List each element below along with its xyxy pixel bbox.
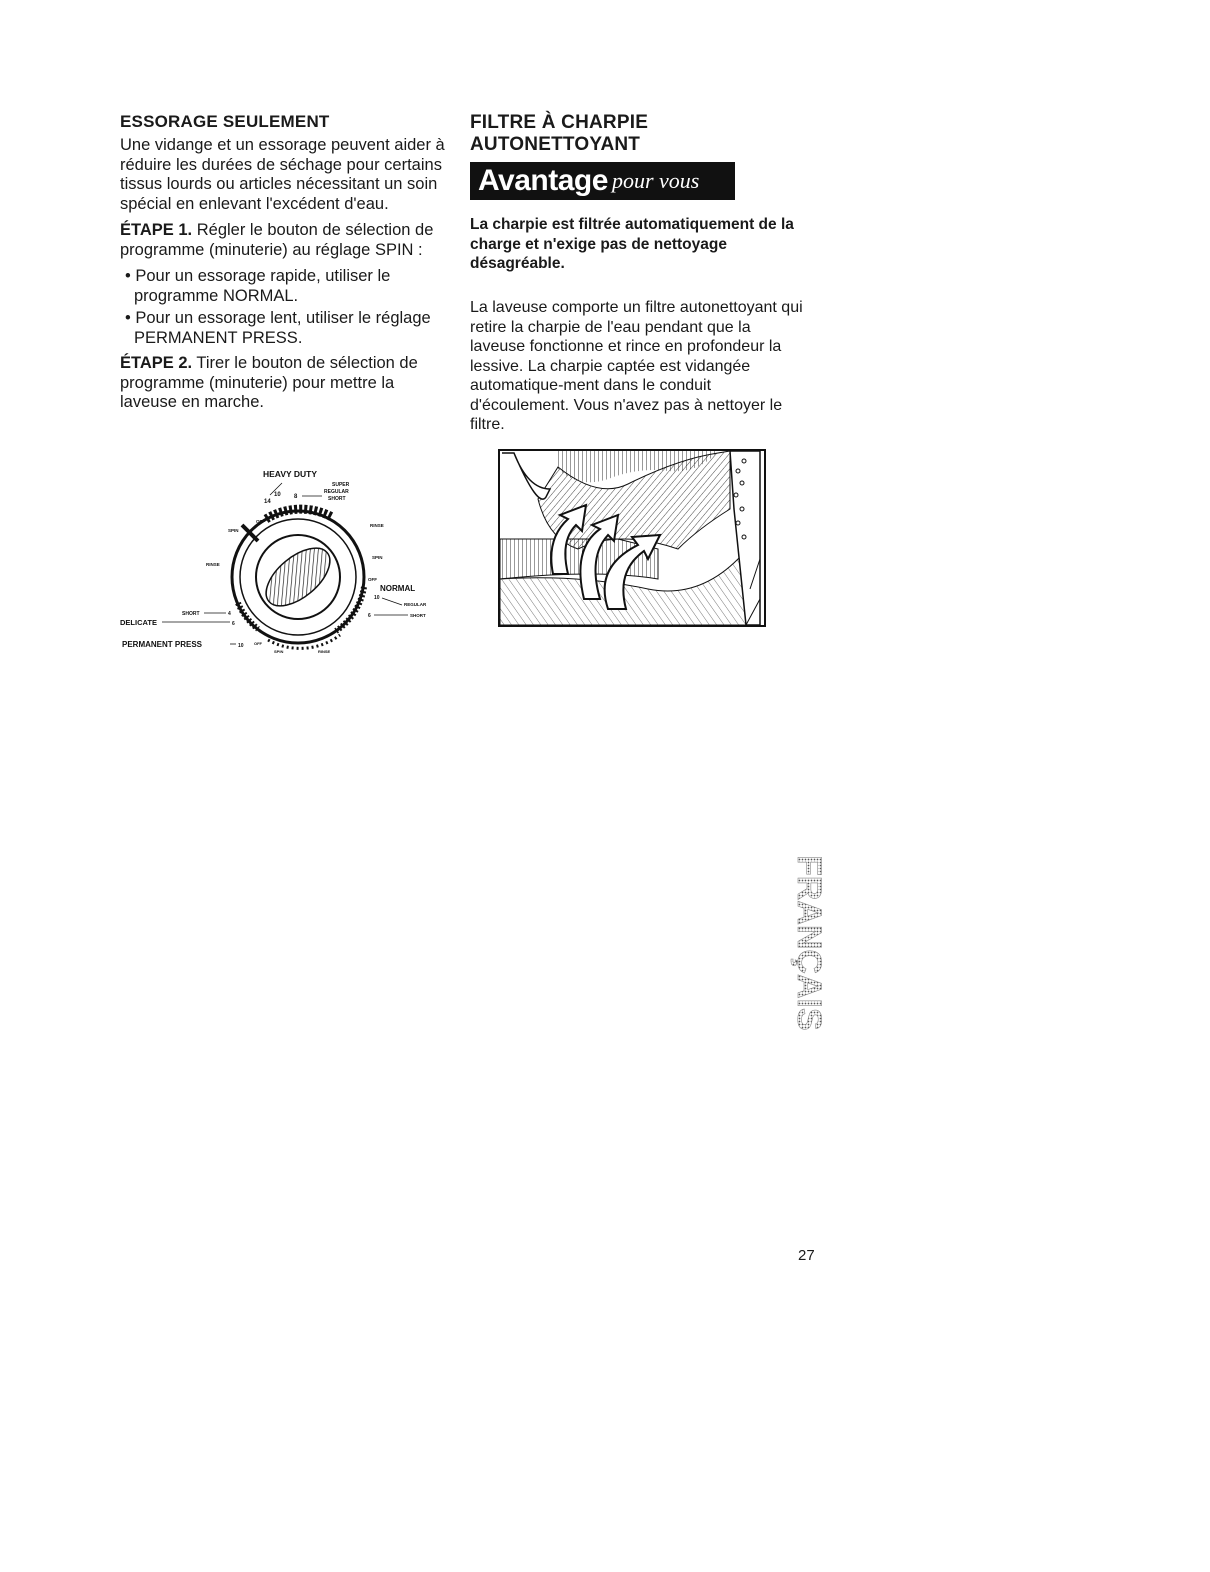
dial-label-short-right: SHORT bbox=[410, 613, 426, 618]
advantage-banner bbox=[470, 162, 735, 200]
dial-label-spin-right: SPIN bbox=[372, 555, 383, 560]
banner-bold-text: Avantage bbox=[478, 164, 608, 197]
dial-label-normal: NORMAL bbox=[380, 584, 416, 593]
dial-label-10-top: 10 bbox=[274, 492, 281, 498]
dial-label-off-top: OFF bbox=[256, 519, 265, 524]
benefit-statement: La charpie est filtrée automatiquement de la charge et n'exige pas de nettoyage désagréable. bbox=[470, 216, 794, 272]
dial-label-10-right: 10 bbox=[374, 595, 380, 601]
step-1-label: ÉTAPE 1. bbox=[120, 221, 193, 239]
dial-label-regular-right: REGULAR bbox=[404, 602, 427, 607]
dial-label-delicate: DELICATE bbox=[120, 618, 157, 627]
section-heading-spin-only: ESSORAGE SEULEMENT bbox=[120, 112, 330, 131]
dial-label-heavy-duty: HEAVY DUTY bbox=[263, 469, 318, 479]
section-heading-line-2: AUTONETTOYANT bbox=[470, 134, 641, 155]
section-heading-line-1: FILTRE À CHARPIE bbox=[470, 112, 649, 133]
dial-label-6-left: 6 bbox=[232, 621, 235, 627]
dial-label-4-left: 4 bbox=[228, 611, 231, 617]
cycle-selector-dial-illustration bbox=[118, 465, 458, 660]
dial-label-super: SUPER bbox=[332, 482, 350, 488]
left-column bbox=[120, 112, 450, 420]
page-number: 27 bbox=[798, 1247, 815, 1264]
dial-label-spin-left: SPIN bbox=[228, 528, 239, 533]
dial-label-off-bottom: OFF bbox=[254, 641, 262, 646]
dial-label-short-left: SHORT bbox=[182, 611, 200, 617]
side-tab-label: FRANÇAIS bbox=[790, 855, 828, 1031]
dial-label-rinse-right: RINSE bbox=[370, 523, 384, 528]
step-2-text: Tirer le bouton de sélection de programme (minuterie) pour mettre la laveuse en marche. bbox=[120, 354, 418, 411]
list-item: • Pour un essorage rapide, utiliser le programme NORMAL. bbox=[120, 267, 450, 306]
list-item: • Pour un essorage lent, utiliser le réglage PERMANENT PRESS. bbox=[120, 309, 450, 348]
step-2 bbox=[120, 354, 450, 413]
step-2-label: ÉTAPE 2. bbox=[120, 354, 193, 372]
self-cleaning-filter-illustration bbox=[498, 449, 766, 627]
dial-label-off-right: OFF bbox=[368, 577, 377, 582]
filter-paragraph: La laveuse comporte un filtre autonettoyant qui retire la charpie de l'eau pendant que la laveuse fonctionne et rince en profondeur la lessive. La charpie captée est vidangée automatique-ment dans le conduit d'écoulement. Vous n'avez pas à nettoyer le filtre. bbox=[470, 299, 803, 433]
dial-label-spin-bottom: SPIN bbox=[274, 649, 284, 654]
dial-label-short-top: SHORT bbox=[328, 496, 346, 502]
intro-paragraph: Une vidange et un essorage peuvent aider à réduire les durées de séchage pour certains tissus lourds ou articles nécessitant un soin spécial en enlevant l'excédent d'eau. bbox=[120, 136, 445, 213]
dial-label-6-right: 6 bbox=[368, 613, 371, 619]
dial-label-rinse-left: RINSE bbox=[206, 562, 220, 567]
language-side-tab bbox=[790, 855, 830, 1065]
dial-label-permanent-press: PERMANENT PRESS bbox=[122, 640, 203, 649]
dial-label-8-top: 8 bbox=[294, 494, 298, 500]
dial-label-regular-top: REGULAR bbox=[324, 489, 349, 495]
dial-label-10-left: 10 bbox=[238, 643, 244, 649]
banner-italic-text: pour vous bbox=[611, 168, 700, 193]
dial-label-rinse-bottom: RINSE bbox=[318, 649, 331, 654]
dial-label-14: 14 bbox=[264, 499, 271, 505]
step-1 bbox=[120, 221, 450, 260]
spin-options-list bbox=[120, 267, 450, 348]
step-1-text: Régler le bouton de sélection de programme (minuterie) au réglage SPIN : bbox=[120, 221, 434, 259]
filter-description bbox=[470, 298, 810, 442]
right-column-heading bbox=[470, 112, 810, 156]
